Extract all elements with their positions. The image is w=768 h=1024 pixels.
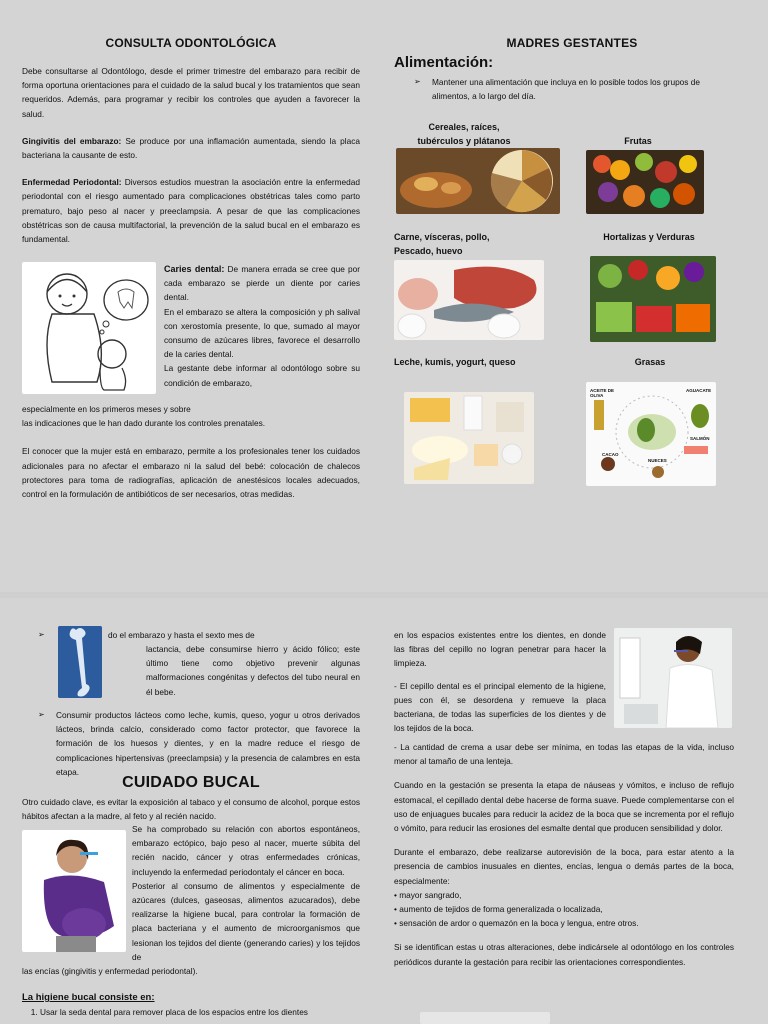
grasas-image (586, 382, 716, 486)
tag-aceite: ACEITE DE OLIVA (590, 388, 615, 398)
arrow-bullet-icon: ➢ (38, 630, 45, 639)
tag-cacao: CACAO (602, 452, 619, 457)
right-top-column (394, 36, 734, 103)
bullet-iron-text-b: lactancia, debe consumirse hierro y ácido fólico; este último tiene como objetivo prevenir algunas malformaciones congénitas y defectos del tubo neural en él bebe. (146, 644, 360, 697)
right-bottom-main (394, 740, 734, 969)
tabaco-paragraph: Otro cuidado clave, es evitar la exposición al tabaco y el consumo de alcohol, porque estos hábitos afectan a la madre, al feto y al recién nacido. (22, 797, 360, 822)
lacteos-image (404, 392, 534, 484)
odontologo-paragraph: Si se identifican estas u otras alteraciones, debe indicársele al odontólogo en los controles periódicos durante la gestación para recibir las orientaciones correspondientes. (394, 942, 734, 967)
arrow-bullet-icon: ➢ (414, 77, 421, 86)
higiene-posterior-paragraph: Posterior al consumo de alimentos y especialmente de azúcares (dulces, gaseosas, alimentos azucarados), debe realizarse la higiene bucal, para controlar la formación de placa bacteriana y el aumento de microorganismos que lesionan los tejidos del diente (generando caries) y los tejidos de (132, 880, 360, 962)
arrow-bullet-icon: ➢ (38, 710, 45, 719)
mother-child-illustration (22, 262, 156, 394)
right-bottom-top (394, 628, 606, 735)
group-label-hortalizas: Hortalizas y Verduras (603, 232, 695, 242)
caries-inform: La gestante debe informar al odontólogo sobre su condición de embarazo, (164, 363, 360, 388)
bullet-dairy (38, 708, 360, 779)
cepillo-paragraph: - El cepillo dental es el principal elemento de la higiene, pues con él, se desordena y remueve la placa bacteriana, de todas las superficies de los dientes y de los tejidos de la boca. (394, 680, 606, 734)
caries-xerostomia: En el embarazo se altera la composición y ph salival con xerostomía presente, lo que, sumado al mayor consumo de azúcares libres, favorece el desarrollo de la caries dental. (164, 306, 360, 360)
autorevision-paragraph: Durante el embarazo, debe realizarse autorevisión de la boca, para estar atento a la presencia de cambios inusuales en dientes, encías, lengua o demás partes de la boca, especialmente: (394, 847, 734, 886)
higiene-list (22, 1005, 360, 1019)
alimentacion-bullet-text: Mantener una alimentación que incluya en lo posible todos los grupos de alimentos, a lo largo del día. (432, 77, 700, 102)
closing-paragraph: El conocer que la mujer está en embarazo, permite a los profesionales tener los cuidados adicionales para no afectar el embarazo ni la salud del bebé: colocación de chalecos protectores para toma de radiografías, aplicación de anestésicos locales adecuados, control en la formulación de antibióticos de ser necesarios, otras medidas. (22, 446, 360, 500)
consulta-title: CONSULTA ODONTOLÓGICA (105, 36, 277, 50)
higiene-section (22, 992, 360, 1019)
sign-item: • mayor sangrado, (394, 889, 462, 900)
gingivitis-text: Se produce por una inflamación aumentada, siendo la placa bacteriana la causante de esto. (22, 135, 360, 161)
group-label-grasas: Grasas (634, 357, 666, 367)
higiene-item: 1. Usar la seda dental para remover placa de los espacios entre los dientes (40, 1005, 360, 1019)
bone-image (58, 626, 102, 698)
gingivitis-paragraph (22, 134, 360, 162)
consulta-intro: Debe consultarse al Odontólogo, desde el primer trimestre del embarazo para recibir de forma oportuna orientaciones para el cuidado de la salud bucal y los tratamientos que sean requeridos. Además, para programar y recibir los controles que ayuden a favorecer la salud. (22, 66, 360, 119)
left-top-column (22, 36, 360, 246)
bullet-iron-text-a: do el embarazo y hasta el sexto mes de (108, 630, 255, 640)
cereales-image (396, 148, 560, 214)
caries-controls: las indicaciones que le han dado durante los controles prenatales. (22, 418, 266, 429)
tag-salmon: SALMÓN (690, 436, 710, 441)
tag-nueces: NUECES (648, 458, 667, 463)
caries-block (164, 262, 360, 390)
group-label-carnes: Carne, vísceras, pollo, Pescado, huevo (394, 232, 490, 256)
bullet-dairy-text: Consumir productos lácteos como leche, kumis, queso, yogur u otros derivados lácteos, brinda calcio, considerado como factor protector, que favorece la formación de los huesos y dientes, y en la madre reduce el riesgo de complicaciones hipertensivas (preeclampsia) y la presencia de calambres en esta etapa. (56, 710, 360, 777)
periodontal-paragraph (22, 175, 360, 246)
group-label-lacteos: Leche, kumis, yogurt, queso (394, 357, 516, 367)
group-label-frutas: Frutas (624, 136, 652, 146)
alimentacion-title: Alimentación: (394, 54, 494, 71)
sign-item: • sensación de ardor o quemazón en la boca y lengua, entre otros. (394, 918, 639, 929)
higiene-title: La higiene bucal consiste en: (22, 992, 155, 1003)
seda-continuation: en los espacios existentes entre los dientes, en donde las fibras del cepillo no logran penetrar para hacer la limpieza. (394, 630, 606, 669)
periodontal-term: Enfermedad Periodontal: (22, 177, 122, 188)
left-top-lower (22, 402, 360, 501)
periodontal-text: Diversos estudios muestran la asociación entre la enfermedad periodontal con el riesgo aumentado para complicaciones obstétricas tales como parto prematuro, bajo peso al nacer y preeclampsia. A pesar de que las complicaciones obstétricas son de causa multifactorial, la prevención de la salud bucal en el embarazo es fundamental. (22, 177, 361, 245)
tag-aguacate: AGUACATE (686, 388, 712, 393)
alimentacion-bullet (394, 75, 734, 103)
habits-block (132, 822, 360, 964)
cuidado-bucal-section (22, 774, 360, 823)
woman-brushing-image (614, 628, 732, 728)
caries-months: especialmente en los primeros meses y sobre (22, 404, 191, 414)
abortos-paragraph: Se ha comprobado su relación con abortos espontáneos, embarazo ectópico, bajo peso al nacer, muerte súbita del recién nacido, cáncer y otras enfermedades crónicas, incluyendo la enfermedad periodontaly el cáncer en boca. (132, 824, 360, 877)
frutas-image (586, 150, 704, 214)
caries-paragraph (164, 262, 360, 305)
hortalizas-image (590, 256, 716, 342)
bottom-partial-image (420, 1012, 550, 1024)
gingivitis-term: Gingivitis del embarazo: (22, 135, 122, 146)
cuidado-bucal-title: CUIDADO BUCAL (122, 774, 260, 791)
nauseas-paragraph: Cuando en la gestación se presenta la etapa de náuseas y vómitos, e incluso de reflujo estomacal, el cepillado dental debe hacerse de forma suave. Puede complementarse con el uso de enjuagues bucales para reducir la acidez de la boca que se incrementa por el reflujo o vómito, para reducir las erosiones del esmalte dental que producen sensibilidad y dolor. (394, 780, 734, 834)
crema-paragraph: - La cantidad de crema a usar debe ser mínima, en todas las etapas de la vida, incluso menor al tamaño de una lenteja. (394, 742, 734, 767)
pregnant-brushing-image (22, 830, 126, 952)
encias-line: las encías (gingivitis y enfermedad periodontal). (22, 966, 198, 976)
bullet-dairy-line (38, 708, 360, 779)
carnes-image (394, 260, 544, 340)
signs-list (394, 888, 734, 931)
group-label-cereales: Cereales, raíces, tubérculos y plátanos (417, 122, 511, 146)
madres-title: MADRES GESTANTES (506, 36, 638, 50)
sign-item: • aumento de tejidos de forma generalizada o localizada, (394, 904, 603, 915)
caries-text: De manera errada se cree que por cada embarazo se pierde un diente por caries dental. (164, 264, 360, 303)
caries-term: Caries dental: (164, 264, 225, 274)
page-bottom (0, 598, 768, 1024)
